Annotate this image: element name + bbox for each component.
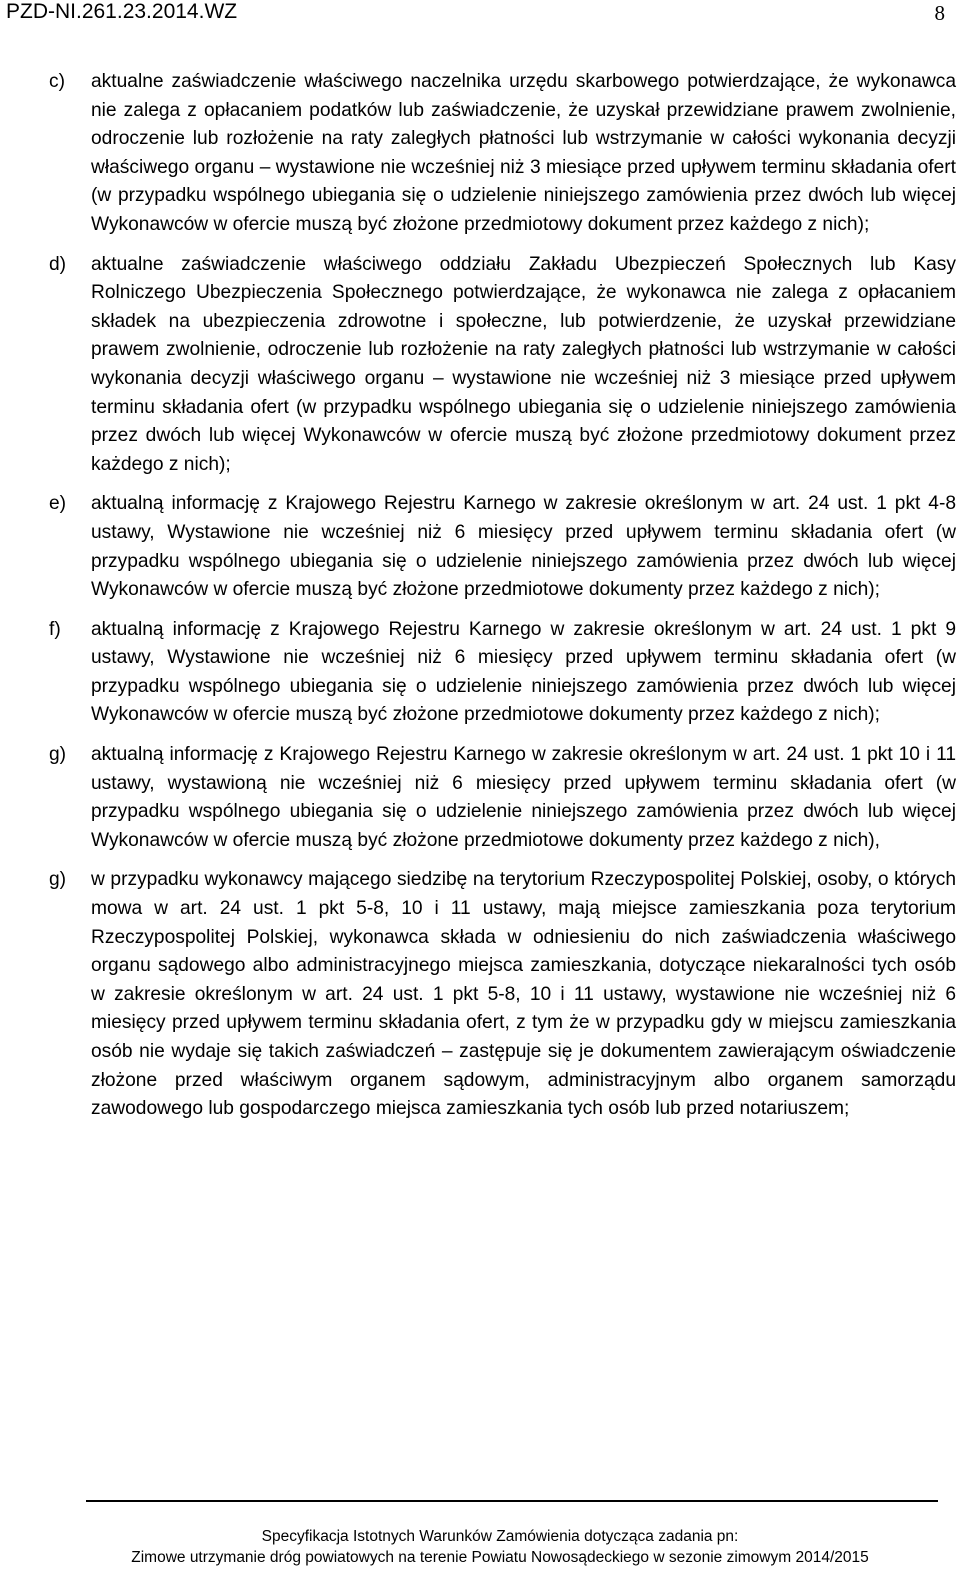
list-item-label: f) (49, 618, 61, 640)
list-item-text: w przypadku wykonawcy mającego siedzibę na terytorium Rzeczypospolitej Polskiej, osoby, o których mowa w art. 24 ust. 1 pkt 5-8, 10 i 11 ustawy, mają miejsce zamieszkania poza terytorium Rzeczypospolitej Polskiej, wykonawca składa w odniesieniu do nich zaświadczenia właściwego organu sądowego albo administracyjnego miejsca zamieszkania, dotyczące niekaralności tych osób w zakresie określonym w art. 24 ust. 1 pkt 5-8, 10 i 11 ustawy, wystawione nie wcześniej niż 6 miesięcy przed upływem terminu składania ofert, z tym że w przypadku gdy w miejscu zamieszkania osób nie wydaje się takich zaświadczeń – zastępuje się je dokumentem zawierającym oświadczenie złożone przed właściwym organem sądowym, administracyjnym albo organem samorządu zawodowego lub gospodarczego miejsca zamieszkania tych osób lub przed notariuszem; (91, 869, 956, 1120)
page-header (0, 0, 960, 30)
list-item (50, 616, 956, 730)
list-item (50, 866, 956, 1123)
page-number: 8 (934, 1, 945, 25)
footer-divider (86, 1500, 938, 1502)
footer-spec-title: Specyfikacja Istotnych Warunków Zamówienia dotycząca zadania pn: (261, 1528, 739, 1545)
list-item-label: g) (49, 744, 67, 766)
list-item-label: d) (49, 253, 67, 275)
list-item-text: aktualną informację z Krajowego Rejestru Karnego w zakresie określonym w art. 24 ust. 1 pkt 9 ustawy, Wystawione nie wcześniej niż 6 miesięcy przed upływem terminu składania ofert (w przypadku wspólnego ubiegania się o udzielenie niniejszego zamówienia przez dwóch lub więcej Wykonawców w ofercie muszą być złożone przedmiotowe dokumenty przez każdego z nich); (91, 618, 956, 726)
list-item (50, 741, 956, 855)
list-item (50, 490, 956, 604)
list-item-label: g) (49, 869, 67, 891)
footer-task-name: Zimowe utrzymanie dróg powiatowych na terenie Powiatu Nowosądeckiego w sezonie zimowym 2014/2015 (131, 1549, 869, 1566)
list-item-text: aktualną informację z Krajowego Rejestru Karnego w zakresie określonym w art. 24 ust. 1 pkt 10 i 11 ustawy, wystawioną nie wcześniej niż 6 miesięcy przed upływem terminu składania ofert (w przypadku wspólnego ubiegania się o udzielenie niniejszego zamówienia przez dwóch lub więcej Wykonawców w ofercie muszą być złożone przedmiotowe dokumenty przez każdego z nich), (91, 744, 956, 851)
list-item-label: c) (49, 71, 65, 92)
requirements-list (50, 68, 956, 1135)
document-id: PZD-NI.261.23.2014.WZ (6, 0, 238, 23)
list-item-label: e) (49, 493, 67, 515)
list-item-text: aktualne zaświadczenie właściwego oddziału Zakładu Ubezpieczeń Społecznych lub Kasy Rolniczego Ubezpieczenia Społecznego potwierdzające, że wykonawca nie zalega z opłacaniem składek na ubezpieczenia zdrowotne i społeczne, lub potwierdzenie, że uzyskał przewidziane prawem zwolnienie, odroczenie lub rozłożenie na raty zaległych płatności lub wstrzymanie w całości wykonania decyzji właściwego organu – wystawione nie wcześniej niż 3 miesiące przed upływem terminu składania ofert (w przypadku wspólnego ubiegania się o udzielenie niniejszego zamówienia przez dwóch lub więcej Wykonawców w ofercie muszą być złożone przedmiotowy dokument przez każdego z nich); (91, 253, 956, 475)
list-item (50, 251, 956, 480)
list-item-text: aktualne zaświadczenie właściwego naczelnika urzędu skarbowego potwierdzające, że wykonawca nie zalega z opłacaniem podatków lub zaświadczenie, że uzyskał przewidziane prawem zwolnienie, odroczenie lub rozłożenie na raty zaległych płatności lub wstrzymanie w całości wykonania decyzji właściwego organu – wystawione nie wcześniej niż 3 miesiące przed upływem terminu składania ofert (w przypadku wspólnego ubiegania się o udzielenie niniejszego zamówienia przez dwóch lub więcej Wykonawców w ofercie muszą być złożone przedmiotowy dokument przez każdego z nich); (91, 71, 956, 235)
list-item-text: aktualną informację z Krajowego Rejestru Karnego w zakresie określonym w art. 24 ust. 1 pkt 4-8 ustawy, Wystawione nie wcześniej niż 6 miesięcy przed upływem terminu składania ofert (w przypadku wspólnego ubiegania się o udzielenie niniejszego zamówienia przez dwóch lub więcej Wykonawców w ofercie muszą być złożone przedmiotowe dokumenty przez każdego z nich); (91, 493, 956, 601)
list-item (50, 68, 956, 240)
